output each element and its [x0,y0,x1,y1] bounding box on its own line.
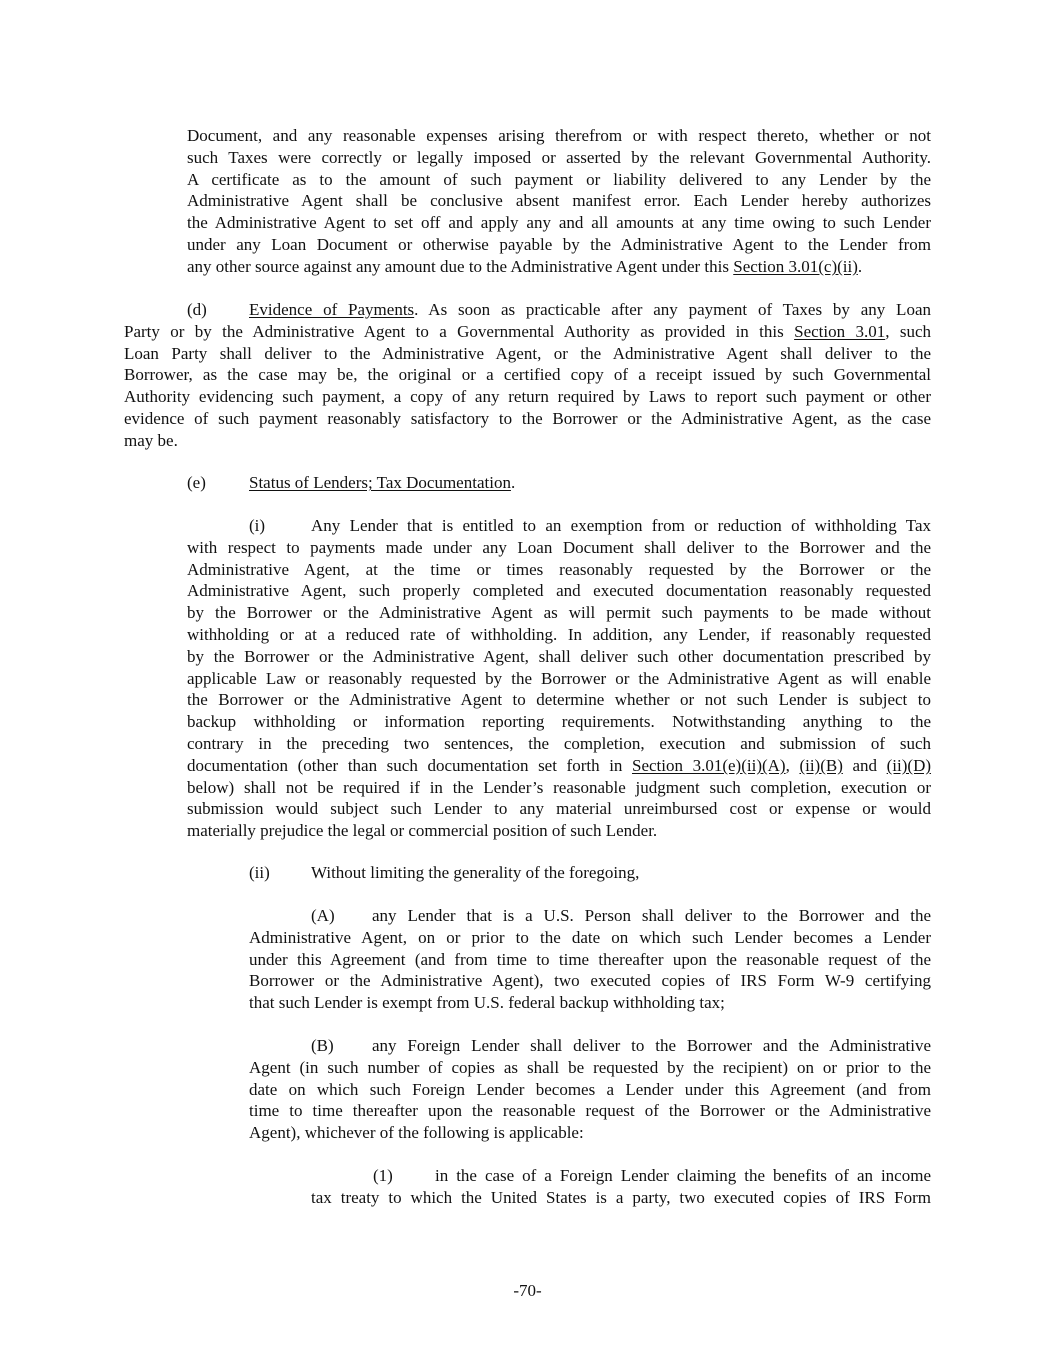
text-line: Administrative Agent, at the time or times reasonably requested by the Borrower or the [187,559,931,579]
text-line: Agent), whichever of the following is applicable: [249,1123,584,1143]
text-line: the Borrower or the Administrative Agent to determine whether or not such Lender is subject to [187,690,931,710]
text-line: Authority evidencing such payment, a copy of any return required by Laws to report such payment or other [124,387,931,407]
text-line: evidence of such payment reasonably satisfactory to the Borrower or the Administrative Agent, as the case [124,408,931,428]
text-run: . [857,256,863,276]
text-run: Any Lender that is entitled to an exemption from or reduction of withholding Tax [311,516,931,535]
paragraph-number: (d) [187,300,207,319]
paragraph-e-i [187,515,931,842]
paragraph-1 [311,1165,931,1209]
paragraph-number: (i) [249,516,266,535]
text-line [187,755,931,777]
text-line: backup withholding or information reporting requirements. Notwithstanding anything to the [187,712,931,732]
text-line [249,862,931,884]
text-line: that such Lender is exempt from U.S. federal backup withholding tax; [249,993,725,1013]
text-run: documentation (other than such documentation set forth in [187,755,633,775]
text-line: Document, and any reasonable expenses arising therefrom or with respect thereto, whether or not [187,126,931,145]
text-run: , such [885,321,931,341]
text-line: may be. [124,430,178,450]
text-line: contrary in the preceding two sentences, the completion, execution and submission of such [187,733,931,753]
text-line: under this Agreement (and from time to time thereafter upon the reasonable request of the [249,949,931,969]
section-reference-link[interactable]: (ii)(B) [799,755,843,775]
text-line [249,1035,931,1057]
text-line: Administrative Agent, such properly completed and executed documentation reasonably requested [187,581,931,601]
text-line [311,1165,931,1187]
text-line: materially prejudice the legal or commercial position of such Lender. [187,821,658,841]
text-line: such Taxes were correctly or legally imposed or asserted by the relevant Governmental Authority. [187,147,931,167]
paragraph-number: (e) [187,473,206,492]
text-line [124,299,931,321]
paragraph-e-heading [187,472,931,494]
text-run: and [842,755,887,775]
paragraph-number: (B) [311,1036,334,1055]
text-line: submission would subject such Lender to any material unreimbursed cost or expense or would [187,799,931,819]
text-line: tax treaty to which the United States is a party, two executed copies of IRS Form [311,1187,931,1207]
text-run: Party or by the Administrative Agent to a Governmental Authority as provided in this [124,321,795,341]
text-line: by the Borrower or the Administrative Agent as will permit such payments to be made without [187,603,931,623]
paragraph-c-ii-continuation [187,125,931,278]
section-reference-link[interactable]: Section 3.01(e)(ii)(A) [632,755,786,775]
text-run: , [785,755,800,775]
text-line: Loan Party shall deliver to the Administrative Agent, or the Administrative Agent shall deliver to the [124,343,931,363]
text-line [124,321,931,343]
text-run: any other source against any amount due to the Administrative Agent under this [187,256,734,276]
paragraph-heading: Status of Lenders; Tax Documentation [249,473,511,492]
text-run: . [510,473,516,492]
text-run: any Lender that is a U.S. Person shall deliver to the Borrower and the [372,906,931,925]
text-line: below) shall not be required if in the Lender’s reasonable judgment such completion, execution or [187,777,931,797]
section-reference-link[interactable]: (ii)(D) [886,755,932,775]
paragraph-B [249,1035,931,1144]
text-run: in the case of a Foreign Lender claiming the benefits of an income [435,1166,931,1185]
text-line: applicable Law or reasonably requested by the Borrower or the Administrative Agent as will enable [187,668,931,688]
text-line: Administrative Agent shall be conclusive absent manifest error. Each Lender hereby authorizes [187,191,931,211]
text-line: A certificate as to the amount of such payment or liability delivered to any Lender by the [187,169,931,189]
text-line: Borrower, as the case may be, the original or a certified copy of a receipt issued by such Governmental [124,365,931,385]
paragraph-heading: Evidence of Payments [249,300,415,319]
paragraph-A [249,905,931,1014]
text-run: . As soon as practicable after any payment of Taxes by any Loan [414,300,931,319]
paragraph-number: (1) [373,1166,393,1185]
section-reference-link[interactable]: Section 3.01 [794,321,886,341]
text-run: Without limiting the generality of the foregoing, [311,863,640,882]
text-line [187,515,931,537]
text-line [249,905,931,927]
text-line: date on which such Foreign Lender becomes a Lender under this Agreement (and from [249,1079,931,1099]
paragraph-number: (A) [311,906,335,925]
page-number: -70- [513,1281,542,1300]
paragraph-number: (ii) [249,863,270,882]
text-line: the Administrative Agent to set off and apply any and all amounts at any time owing to such Lender [187,213,931,233]
text-line: time to time thereafter upon the reasonable request of the Borrower or the Administrative [249,1101,931,1121]
text-line: Administrative Agent, on or prior to the date on which such Lender becomes a Lender [249,927,931,947]
text-line: Borrower or the Administrative Agent), two executed copies of IRS Form W-9 certifying [249,971,931,991]
section-reference-link[interactable]: Section 3.01(c)(ii) [733,256,858,276]
text-line: under any Loan Document or otherwise payable by the Administrative Agent to the Lender from [187,234,931,254]
text-line: withholding or at a reduced rate of withholding. In addition, any Lender, if reasonably requested [187,624,931,644]
text-run: any Foreign Lender shall deliver to the Borrower and the Administrative [372,1036,931,1055]
text-line: Agent (in such number of copies as shall be requested by the recipient) on or prior to the [249,1057,931,1077]
text-line [187,256,931,278]
text-line: by the Borrower or the Administrative Agent, shall deliver such other documentation prescribed by [187,646,931,666]
text-line: with respect to payments made under any Loan Document shall deliver to the Borrower and the [187,537,931,557]
text-line [187,472,931,494]
paragraph-d [124,299,931,452]
paragraph-e-ii [249,862,931,884]
